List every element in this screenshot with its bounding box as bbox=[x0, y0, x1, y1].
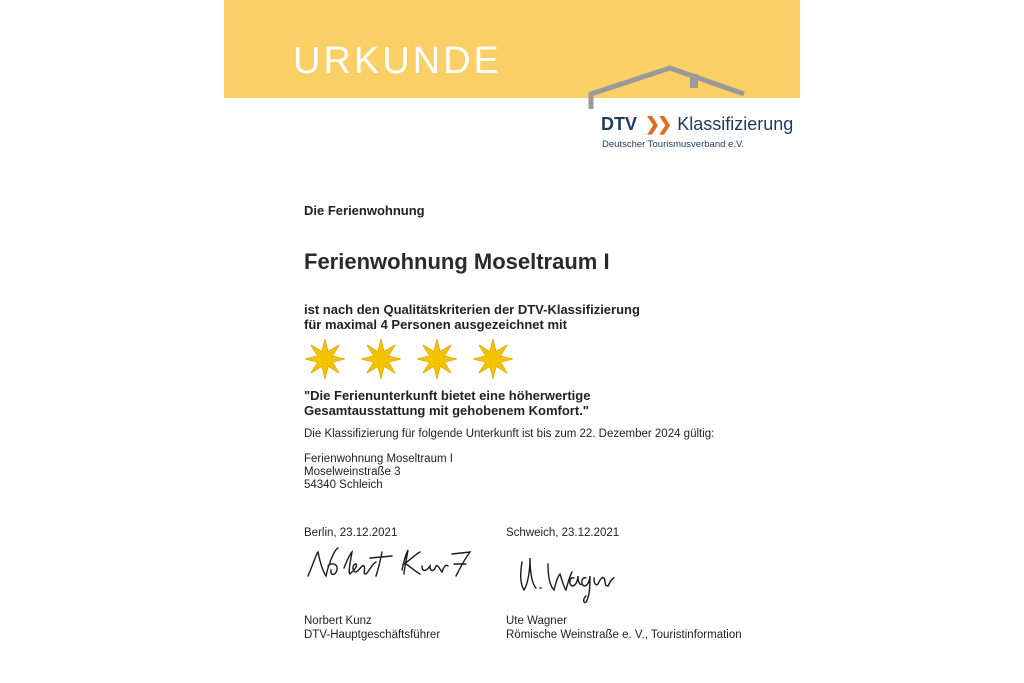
validity-text: Die Klassifizierung für folgende Unterkunft ist bis zum 22. Dezember 2024 gültig: bbox=[304, 428, 715, 440]
star-icon bbox=[472, 338, 514, 380]
signatory-title: DTV-Hauptgeschäftsführer bbox=[304, 629, 441, 641]
certificate-title: URKUNDE bbox=[293, 40, 502, 82]
star-icon bbox=[416, 338, 458, 380]
address-line: 54340 Schleich bbox=[304, 479, 383, 491]
property-name: Ferienwohnung Moseltraum I bbox=[304, 249, 610, 274]
signature-norbert-kunz bbox=[304, 540, 479, 585]
certificate-sheet bbox=[224, 0, 800, 683]
chevron-right-icon: ❯❯ bbox=[645, 114, 670, 134]
criteria-line-1: ist nach den Qualitätskriterien der DTV-Klassifizierung bbox=[304, 302, 640, 317]
address-line: Moselweinstraße 3 bbox=[304, 466, 401, 478]
dtv-logo bbox=[586, 64, 796, 154]
signatory-name: Norbert Kunz bbox=[304, 615, 372, 627]
signature-place-date: Berlin, 23.12.2021 bbox=[304, 527, 398, 539]
logo-subtitle: Deutscher Tourismusverband e.V. bbox=[602, 139, 745, 150]
signatory-name: Ute Wagner bbox=[506, 615, 567, 627]
logo-name: Klassifizierung bbox=[677, 114, 794, 134]
signatory-title: Römische Weinstraße e. V., Touristinformation bbox=[506, 629, 742, 641]
logo-wordmark bbox=[601, 114, 793, 135]
address-line: Ferienwohnung Moseltraum I bbox=[304, 453, 453, 465]
logo-brand: DTV bbox=[601, 114, 637, 134]
quote-line-2: Gesamtausstattung mit gehobenem Komfort." bbox=[304, 403, 589, 418]
star-rating bbox=[304, 338, 524, 380]
quote-line-1: "Die Ferienunterkunft bietet eine höherwertige bbox=[304, 388, 591, 403]
criteria-line-2: für maximal 4 Personen ausgezeichnet mit bbox=[304, 317, 567, 332]
certificate-label: Die Ferienwohnung bbox=[304, 203, 425, 218]
signature-ute-wagner bbox=[514, 548, 629, 608]
star-icon bbox=[304, 338, 346, 380]
star-icon bbox=[360, 338, 402, 380]
house-roof-icon bbox=[586, 64, 796, 116]
signature-place-date: Schweich, 23.12.2021 bbox=[506, 527, 620, 539]
